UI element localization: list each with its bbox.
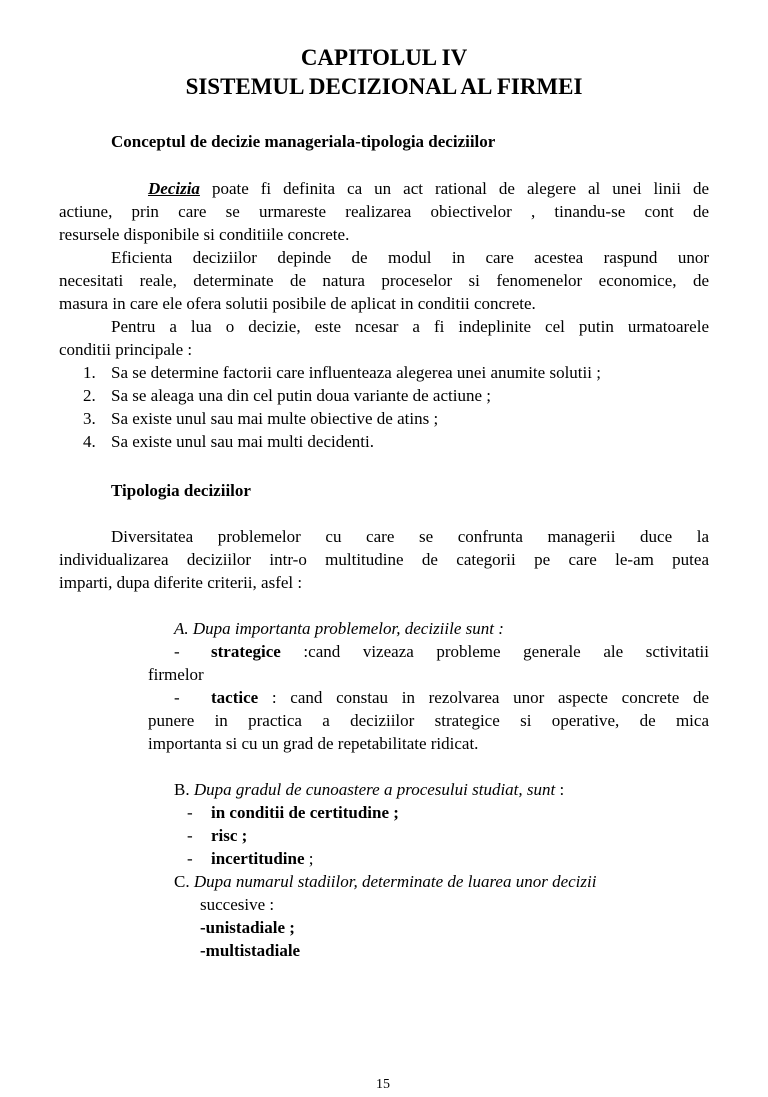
- list-item-text: in conditii de certitudine ;: [211, 803, 399, 822]
- list-item-text: -multistadiale: [200, 941, 301, 960]
- dash-bullet: -: [187, 849, 193, 868]
- list-item-text: risc ;: [211, 826, 248, 845]
- term-tactice: tactice: [211, 688, 259, 707]
- paragraph-line: conditii principale :: [59, 340, 193, 359]
- list-item-text: punere in practica a deciziilor strategice si operative, de mica: [148, 711, 709, 730]
- dash-bullet: -: [187, 803, 193, 822]
- paragraph-line: Decizia poate fi definita ca un act rational de alegere al unei linii de: [148, 179, 709, 198]
- list-item: tactice : cand constau in rezolvarea unor aspecte concrete de: [211, 688, 709, 707]
- subsection-heading-a: A. Dupa importanta problemelor, deciziile sunt :: [174, 619, 504, 638]
- list-item: 2.: [83, 386, 96, 405]
- list-item: 3.: [83, 409, 96, 428]
- section-heading-tipologia: Tipologia deciziilor: [111, 481, 251, 500]
- list-item: strategice :cand vizeaza probleme generale ale sctivitatii: [211, 642, 709, 661]
- list-item: 4.: [83, 432, 96, 451]
- list-item-text: -unistadiale ;: [200, 918, 295, 937]
- subsection-heading-c: C. Dupa numarul stadiilor, determinate de luarea unor decizii: [174, 872, 597, 891]
- list-item-text: Sa existe unul sau mai multi decidenti.: [111, 432, 374, 451]
- paragraph-line: individualizarea deciziilor intr-o multitudine de categorii pe care le-am putea: [59, 550, 709, 569]
- section-heading-concept: Conceptul de decizie manageriala-tipologia deciziilor: [111, 132, 496, 151]
- chapter-title: CAPITOLUL IV: [300, 45, 468, 70]
- paragraph-line: masura in care ele ofera solutii posibile de aplicat in conditii concrete.: [59, 294, 536, 313]
- chapter-subtitle: SISTEMUL DECIZIONAL AL FIRMEI: [185, 74, 583, 99]
- paragraph-line: Eficienta deciziilor depinde de modul in care acestea raspund unor: [111, 248, 709, 267]
- paragraph-line: necesitati reale, determinate de natura proceselor si fenomenelor economice, de: [59, 271, 709, 290]
- term-strategice: strategice: [211, 642, 281, 661]
- list-item-text: Sa existe unul sau mai multe obiective de atins ;: [111, 409, 439, 428]
- paragraph-line: Diversitatea problemelor cu care se confrunta managerii duce la: [111, 527, 709, 546]
- dash-bullet: -: [174, 688, 180, 707]
- term-decizia: Decizia: [148, 179, 200, 198]
- list-item: 1.: [83, 363, 96, 382]
- subsection-heading-b: B. Dupa gradul de cunoastere a procesului studiat, sunt :: [174, 780, 565, 799]
- page-number: 15: [376, 1077, 390, 1092]
- paragraph-line: Pentru a lua o decizie, este ncesar a fi indeplinite cel putin urmatoarele: [111, 317, 709, 336]
- paragraph-line: actiune, prin care se urmareste realizarea obiectivelor , tinandu-se cont de: [59, 202, 709, 221]
- dash-bullet: -: [174, 642, 180, 661]
- list-item-text: incertitudine ;: [211, 849, 314, 868]
- list-item-text: Sa se aleaga una din cel putin doua variante de actiune ;: [111, 386, 491, 405]
- paragraph-line: imparti, dupa diferite criterii, asfel :: [59, 573, 303, 592]
- dash-bullet: -: [187, 826, 193, 845]
- subsection-heading-c-cont: succesive :: [200, 895, 275, 914]
- list-item-text: firmelor: [148, 665, 204, 684]
- list-item-text: importanta si cu un grad de repetabilitate ridicat.: [148, 734, 479, 753]
- list-item-text: Sa se determine factorii care influenteaza alegerea unei anumite solutii ;: [111, 363, 601, 382]
- paragraph-line: resursele disponibile si conditiile concrete.: [59, 225, 350, 244]
